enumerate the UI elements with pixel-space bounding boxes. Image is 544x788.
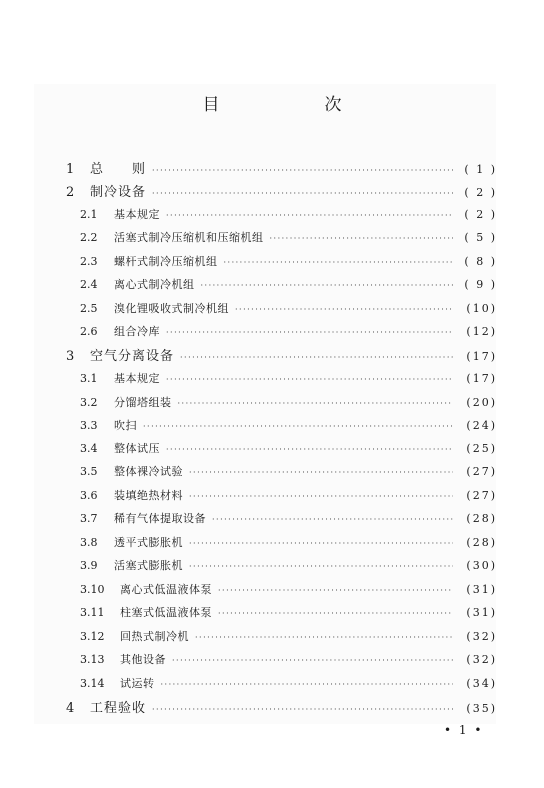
toc-leader-dots: [166, 445, 453, 454]
toc-entry-page: (28): [466, 536, 497, 549]
toc-entry-page: (25): [466, 442, 497, 455]
toc-entry[interactable]: [66, 158, 497, 177]
toc-leader-dots: [152, 189, 453, 198]
toc-entry-title: 整体试压: [114, 442, 160, 455]
toc-leader-dots: [212, 515, 453, 524]
toc-entry-number: 4: [66, 701, 75, 716]
toc-entry-number: 3: [66, 349, 75, 364]
toc-entry[interactable]: [80, 604, 497, 620]
toc-entry-title: 吹扫: [114, 419, 137, 432]
toc-leader-dots: [235, 305, 453, 314]
toc-entry-title: 组合冷库: [114, 325, 160, 338]
toc-leader-dots: [172, 656, 453, 665]
toc-entry-page: (28): [466, 512, 497, 525]
toc-entry-page: (10): [466, 302, 497, 315]
toc-entry-page: (20): [466, 396, 497, 409]
toc-entry[interactable]: [80, 581, 497, 597]
toc-entry-page: ( 5 ): [464, 231, 497, 244]
toc-entry[interactable]: [80, 394, 497, 410]
toc-entry-number: 3.4: [80, 442, 98, 455]
toc-entry-number: 2.5: [80, 302, 98, 315]
toc-leader-dots: [224, 258, 454, 267]
toc-entry[interactable]: [80, 557, 497, 573]
toc-entry-title: 活塞式制冷压缩机和压缩机组: [114, 231, 264, 244]
toc-entry-number: 3.1: [80, 372, 98, 385]
toc-entry-number: 3.3: [80, 419, 98, 432]
toc-entry-title: 溴化锂吸收式制冷机组: [114, 302, 229, 315]
toc-leader-dots: [195, 633, 453, 642]
toc-entry-title: 其他设备: [120, 653, 166, 666]
toc-leader-dots: [161, 680, 454, 689]
toc-entry-number: 2.3: [80, 255, 98, 268]
toc-entry[interactable]: [80, 206, 497, 222]
toc-leader-dots: [201, 281, 454, 290]
toc-entry-page: (27): [466, 489, 497, 502]
toc-entry[interactable]: [80, 651, 497, 667]
toc-entry-number: 3.2: [80, 396, 98, 409]
toc-entry[interactable]: [80, 300, 497, 316]
toc-entry-page: (12): [466, 325, 497, 338]
toc-entry[interactable]: [80, 323, 497, 339]
toc-entry-page: (24): [466, 419, 497, 432]
toc-entry-page: (27): [466, 465, 497, 478]
toc-leader-dots: [189, 562, 453, 571]
toc-entry-page: (17): [466, 350, 497, 363]
toc-entry-title: 试运转: [120, 677, 155, 690]
toc-entry-title: 透平式膨胀机: [114, 536, 183, 549]
toc-entry-page: (30): [466, 559, 497, 572]
toc-entry-number: 3.14: [80, 677, 105, 690]
toc-entry[interactable]: [80, 253, 497, 269]
toc-entry-page: (32): [466, 653, 497, 666]
toc-entry-page: (31): [466, 606, 497, 619]
toc-entry-page: ( 1 ): [464, 163, 497, 176]
toc-entry-page: (32): [466, 630, 497, 643]
toc-entry[interactable]: [80, 370, 497, 386]
toc-entry-number: 3.12: [80, 630, 105, 643]
toc-leader-dots: [189, 468, 453, 477]
toc-entry[interactable]: [80, 487, 497, 503]
toc-leader-dots: [166, 328, 453, 337]
toc-entry[interactable]: [80, 417, 497, 433]
toc-entry[interactable]: [80, 276, 497, 292]
toc-entry-title: 基本规定: [114, 372, 160, 385]
toc-leader-dots: [189, 539, 453, 548]
toc-entry-number: 2: [66, 185, 75, 200]
toc-entry[interactable]: [66, 697, 497, 716]
toc-entry-title: 回热式制冷机: [120, 630, 189, 643]
toc-entry[interactable]: [80, 675, 497, 691]
toc-entry[interactable]: [80, 440, 497, 456]
toc-entry-title: 装填绝热材料: [114, 489, 183, 502]
toc-leader-dots: [166, 375, 453, 384]
toc-entry[interactable]: [66, 345, 497, 364]
toc-leader-dots: [218, 586, 453, 595]
toc-entry-title: 稀有气体提取设备: [114, 512, 206, 525]
toc-entry-title: 工程验收: [90, 701, 147, 716]
toc-entry-page: ( 2 ): [464, 186, 497, 199]
toc-entry-number: 3.7: [80, 512, 98, 525]
toc-entry-title: 离心式制冷机组: [114, 278, 195, 291]
toc-leader-dots: [270, 234, 454, 243]
toc-leader-dots: [180, 353, 453, 362]
toc-entry-title: 空气分离设备: [90, 349, 175, 364]
toc-entry-number: 1: [66, 162, 75, 177]
toc-entry-title: 制冷设备: [90, 185, 147, 200]
toc-leader-dots: [189, 492, 453, 501]
toc-entry-title: 螺杆式制冷压缩机组: [114, 255, 218, 268]
page-title: 目 次: [202, 95, 386, 115]
toc-entry-number: 3.9: [80, 559, 98, 572]
toc-entry-title: 活塞式膨胀机: [114, 559, 183, 572]
toc-entry-number: 3.10: [80, 583, 105, 596]
toc-entry-title: 离心式低温液体泵: [120, 583, 212, 596]
toc-entry[interactable]: [80, 229, 497, 245]
toc-entry[interactable]: [80, 510, 497, 526]
toc-entry-number: 2.4: [80, 278, 98, 291]
toc-entry-number: 2.6: [80, 325, 98, 338]
toc-entry-page: (34): [466, 677, 497, 690]
toc-entry-title: 基本规定: [114, 208, 160, 221]
toc-entry-page: (35): [466, 702, 497, 715]
toc-entry-title: 总 则: [90, 162, 147, 177]
toc-entry[interactable]: [80, 534, 497, 550]
toc-leader-dots: [218, 609, 453, 618]
toc-entry-number: 3.6: [80, 489, 98, 502]
toc-entry-number: 2.1: [80, 208, 98, 221]
toc-leader-dots: [178, 399, 454, 408]
toc-leader-dots: [166, 211, 453, 220]
toc-entry-number: 3.8: [80, 536, 98, 549]
toc-entry-page: ( 8 ): [464, 255, 497, 268]
toc-entry[interactable]: [80, 463, 497, 479]
toc-entry-page: (31): [466, 583, 497, 596]
toc-entry-number: 3.13: [80, 653, 105, 666]
toc-entry-number: 2.2: [80, 231, 98, 244]
toc-leader-dots: [152, 166, 453, 175]
toc-entry-page: ( 9 ): [464, 278, 497, 291]
toc-entry-title: 整体裸冷试验: [114, 465, 183, 478]
toc-leader-dots: [143, 422, 453, 431]
toc-entry-title: 分馏塔组装: [114, 396, 172, 409]
toc-entry-page: (17): [466, 372, 497, 385]
toc-entry[interactable]: [80, 628, 497, 644]
toc-entry-number: 3.11: [80, 606, 105, 619]
toc-leader-dots: [152, 705, 453, 714]
page-number: • 1 •: [444, 723, 484, 737]
toc-entry-page: ( 2 ): [464, 208, 497, 221]
toc-entry-title: 柱塞式低温液体泵: [120, 606, 212, 619]
toc-entry[interactable]: [66, 181, 497, 200]
toc-entry-number: 3.5: [80, 465, 98, 478]
